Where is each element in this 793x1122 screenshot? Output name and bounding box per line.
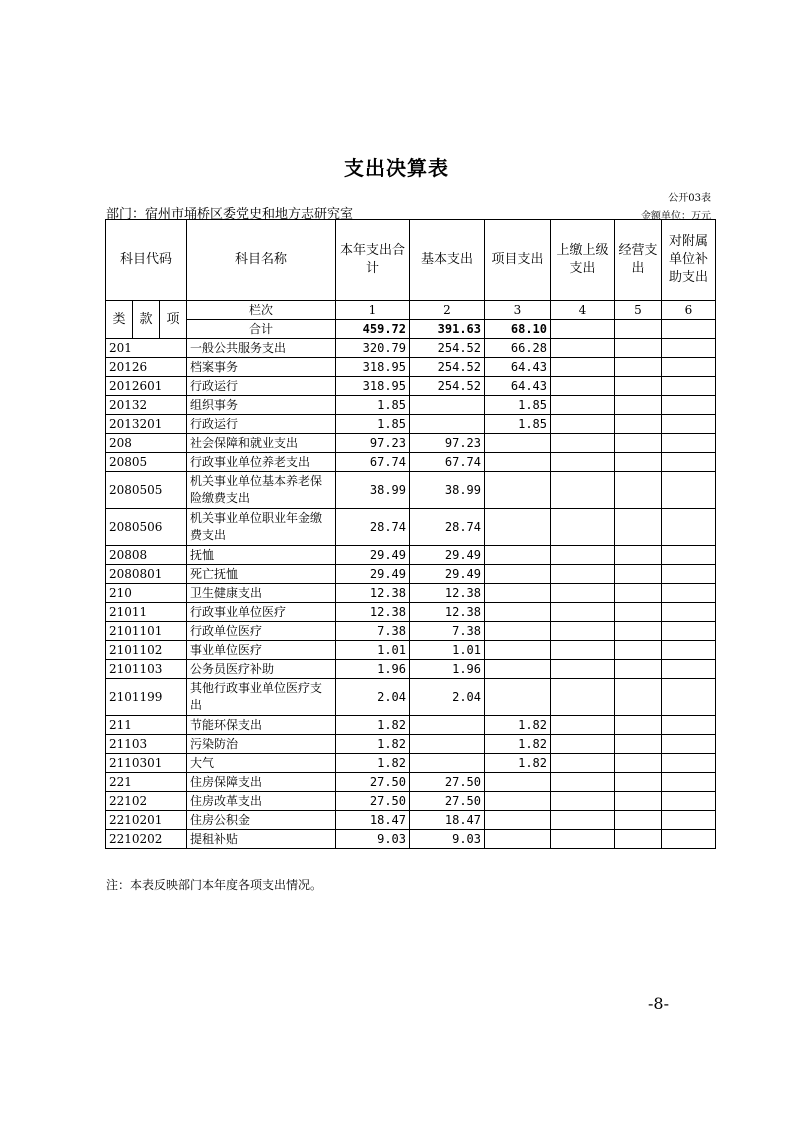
row-name: 污染防治	[187, 735, 336, 754]
row-code: 208	[106, 434, 187, 453]
row-business	[615, 811, 662, 830]
column-index-2: 2	[410, 301, 485, 320]
class-xiang: 项	[160, 301, 187, 339]
row-total: 27.50	[336, 792, 410, 811]
row-project	[485, 453, 551, 472]
row-upper	[551, 377, 615, 396]
row-business	[615, 396, 662, 415]
header-name: 科目名称	[187, 220, 336, 301]
row-upper	[551, 792, 615, 811]
row-business	[615, 565, 662, 584]
row-name: 行政运行	[187, 377, 336, 396]
row-code: 2101102	[106, 641, 187, 660]
row-name: 卫生健康支出	[187, 584, 336, 603]
row-subsidy	[662, 453, 716, 472]
row-project: 1.82	[485, 754, 551, 773]
row-upper	[551, 565, 615, 584]
row-total: 320.79	[336, 339, 410, 358]
row-upper	[551, 811, 615, 830]
column-index-label: 栏次	[187, 301, 336, 320]
row-total: 9.03	[336, 830, 410, 849]
row-business	[615, 830, 662, 849]
row-name: 节能环保支出	[187, 716, 336, 735]
table-note: 注：本表反映部门本年度各项支出情况。	[106, 878, 323, 892]
table-row	[106, 453, 716, 472]
row-subsidy	[662, 603, 716, 622]
class-kuan: 款	[133, 301, 160, 339]
row-subsidy	[662, 830, 716, 849]
row-project: 1.85	[485, 396, 551, 415]
column-index-4: 4	[551, 301, 615, 320]
row-project	[485, 584, 551, 603]
row-project	[485, 773, 551, 792]
row-subsidy	[662, 358, 716, 377]
row-total: 18.47	[336, 811, 410, 830]
row-business	[615, 679, 662, 716]
summary-project: 68.10	[485, 320, 551, 339]
row-business	[615, 415, 662, 434]
row-business	[615, 660, 662, 679]
row-code: 2101103	[106, 660, 187, 679]
row-code: 2210202	[106, 830, 187, 849]
row-basic: 27.50	[410, 792, 485, 811]
row-project	[485, 679, 551, 716]
row-business	[615, 584, 662, 603]
column-index-6: 6	[662, 301, 716, 320]
row-total: 1.82	[336, 754, 410, 773]
row-code: 2080801	[106, 565, 187, 584]
header-upper: 上缴上级支出	[551, 220, 615, 301]
row-basic: 9.03	[410, 830, 485, 849]
row-name: 组织事务	[187, 396, 336, 415]
row-project	[485, 472, 551, 509]
page-title: 支出决算表	[344, 156, 449, 180]
row-basic: 18.47	[410, 811, 485, 830]
row-code: 20126	[106, 358, 187, 377]
row-basic: 12.38	[410, 584, 485, 603]
row-code: 2080505	[106, 472, 187, 509]
row-code: 2101101	[106, 622, 187, 641]
row-project: 1.85	[485, 415, 551, 434]
row-total: 12.38	[336, 584, 410, 603]
row-basic: 1.01	[410, 641, 485, 660]
table-row	[106, 377, 716, 396]
summary-business	[615, 320, 662, 339]
row-name: 其他行政事业单位医疗支出	[187, 679, 336, 716]
row-code: 21011	[106, 603, 187, 622]
row-total: 29.49	[336, 565, 410, 584]
row-code: 2013201	[106, 415, 187, 434]
row-business	[615, 754, 662, 773]
row-upper	[551, 641, 615, 660]
row-basic: 27.50	[410, 773, 485, 792]
summary-basic: 391.63	[410, 320, 485, 339]
row-business	[615, 434, 662, 453]
row-business	[615, 509, 662, 546]
table-row	[106, 565, 716, 584]
row-total: 1.85	[336, 415, 410, 434]
row-total: 29.49	[336, 546, 410, 565]
row-code: 2110301	[106, 754, 187, 773]
row-subsidy	[662, 509, 716, 546]
row-name: 行政运行	[187, 415, 336, 434]
row-business	[615, 546, 662, 565]
row-project	[485, 509, 551, 546]
row-total: 97.23	[336, 434, 410, 453]
row-total: 7.38	[336, 622, 410, 641]
row-subsidy	[662, 584, 716, 603]
row-total: 38.99	[336, 472, 410, 509]
row-code: 221	[106, 773, 187, 792]
row-total: 318.95	[336, 358, 410, 377]
row-subsidy	[662, 735, 716, 754]
summary-subsidy	[662, 320, 716, 339]
row-basic: 67.74	[410, 453, 485, 472]
row-subsidy	[662, 660, 716, 679]
row-upper	[551, 735, 615, 754]
row-project: 1.82	[485, 716, 551, 735]
row-total: 12.38	[336, 603, 410, 622]
row-code: 2210201	[106, 811, 187, 830]
row-subsidy	[662, 565, 716, 584]
row-business	[615, 453, 662, 472]
row-basic: 1.96	[410, 660, 485, 679]
row-name: 大气	[187, 754, 336, 773]
row-subsidy	[662, 773, 716, 792]
page-number: -8-	[648, 994, 669, 1013]
header-row	[106, 220, 716, 301]
row-name: 行政事业单位医疗	[187, 603, 336, 622]
table-row	[106, 603, 716, 622]
row-subsidy	[662, 472, 716, 509]
table-row	[106, 472, 716, 509]
row-upper	[551, 716, 615, 735]
row-subsidy	[662, 415, 716, 434]
row-name: 住房改革支出	[187, 792, 336, 811]
row-project	[485, 565, 551, 584]
table-row	[106, 509, 716, 546]
table-row	[106, 773, 716, 792]
row-name: 行政单位医疗	[187, 622, 336, 641]
form-code: 公开03表	[668, 193, 711, 204]
row-total: 28.74	[336, 509, 410, 546]
header-basic: 基本支出	[410, 220, 485, 301]
row-basic	[410, 716, 485, 735]
row-total: 27.50	[336, 773, 410, 792]
table-row	[106, 792, 716, 811]
table-row	[106, 622, 716, 641]
row-name: 机关事业单位职业年金缴费支出	[187, 509, 336, 546]
row-code: 20132	[106, 396, 187, 415]
row-code: 211	[106, 716, 187, 735]
table-row	[106, 434, 716, 453]
row-basic	[410, 415, 485, 434]
row-basic: 254.52	[410, 339, 485, 358]
row-subsidy	[662, 792, 716, 811]
row-subsidy	[662, 754, 716, 773]
row-basic	[410, 754, 485, 773]
header-business: 经营支出	[615, 220, 662, 301]
row-name: 一般公共服务支出	[187, 339, 336, 358]
row-subsidy	[662, 377, 716, 396]
department-label: 部门：宿州市埇桥区委党史和地方志研究室	[106, 207, 354, 222]
table-row	[106, 679, 716, 716]
row-code: 20808	[106, 546, 187, 565]
row-total: 1.82	[336, 735, 410, 754]
row-upper	[551, 754, 615, 773]
row-name: 档案事务	[187, 358, 336, 377]
row-basic: 29.49	[410, 546, 485, 565]
table-row	[106, 546, 716, 565]
table-row	[106, 396, 716, 415]
row-business	[615, 792, 662, 811]
row-subsidy	[662, 434, 716, 453]
row-basic	[410, 735, 485, 754]
row-name: 公务员医疗补助	[187, 660, 336, 679]
row-basic: 29.49	[410, 565, 485, 584]
column-index-1: 1	[336, 301, 410, 320]
table-row	[106, 754, 716, 773]
row-project: 1.82	[485, 735, 551, 754]
row-upper	[551, 679, 615, 716]
table-row	[106, 641, 716, 660]
row-project	[485, 546, 551, 565]
class-lei: 类	[106, 301, 133, 339]
row-subsidy	[662, 716, 716, 735]
row-upper	[551, 453, 615, 472]
row-name: 机关事业单位基本养老保险缴费支出	[187, 472, 336, 509]
row-name: 提租补贴	[187, 830, 336, 849]
row-business	[615, 472, 662, 509]
row-upper	[551, 415, 615, 434]
row-project	[485, 660, 551, 679]
row-upper	[551, 660, 615, 679]
row-name: 住房保障支出	[187, 773, 336, 792]
row-upper	[551, 396, 615, 415]
row-project: 64.43	[485, 358, 551, 377]
summary-label: 合计	[187, 320, 336, 339]
row-upper	[551, 622, 615, 641]
row-subsidy	[662, 339, 716, 358]
row-upper	[551, 472, 615, 509]
row-project	[485, 811, 551, 830]
table-row	[106, 830, 716, 849]
row-code: 2080506	[106, 509, 187, 546]
row-business	[615, 358, 662, 377]
column-index-3: 3	[485, 301, 551, 320]
row-basic: 254.52	[410, 358, 485, 377]
header-subsidy: 对附属单位补助支出	[662, 220, 716, 301]
table-row	[106, 735, 716, 754]
table-row	[106, 716, 716, 735]
row-basic: 38.99	[410, 472, 485, 509]
summary-row	[106, 320, 716, 339]
row-basic: 2.04	[410, 679, 485, 716]
row-total: 2.04	[336, 679, 410, 716]
table-row	[106, 811, 716, 830]
row-business	[615, 377, 662, 396]
row-basic: 97.23	[410, 434, 485, 453]
row-code: 2101199	[106, 679, 187, 716]
row-code: 21103	[106, 735, 187, 754]
row-code: 20805	[106, 453, 187, 472]
table-row	[106, 660, 716, 679]
row-upper	[551, 509, 615, 546]
header-total: 本年支出合计	[336, 220, 410, 301]
row-project	[485, 830, 551, 849]
row-code: 210	[106, 584, 187, 603]
row-name: 事业单位医疗	[187, 641, 336, 660]
row-basic: 28.74	[410, 509, 485, 546]
table-row	[106, 339, 716, 358]
row-name: 抚恤	[187, 546, 336, 565]
row-subsidy	[662, 622, 716, 641]
row-total: 318.95	[336, 377, 410, 396]
expenditure-table	[105, 219, 716, 849]
row-total: 1.01	[336, 641, 410, 660]
row-subsidy	[662, 679, 716, 716]
row-business	[615, 641, 662, 660]
row-basic: 7.38	[410, 622, 485, 641]
row-upper	[551, 358, 615, 377]
row-basic: 12.38	[410, 603, 485, 622]
row-business	[615, 339, 662, 358]
column-index-row	[106, 301, 716, 320]
row-project: 66.28	[485, 339, 551, 358]
header-project: 项目支出	[485, 220, 551, 301]
row-code: 22102	[106, 792, 187, 811]
row-business	[615, 773, 662, 792]
row-project	[485, 641, 551, 660]
row-name: 死亡抚恤	[187, 565, 336, 584]
row-upper	[551, 339, 615, 358]
row-subsidy	[662, 396, 716, 415]
row-project	[485, 792, 551, 811]
row-subsidy	[662, 546, 716, 565]
row-subsidy	[662, 641, 716, 660]
row-business	[615, 622, 662, 641]
header-code: 科目代码	[106, 220, 187, 301]
row-business	[615, 716, 662, 735]
row-total: 1.82	[336, 716, 410, 735]
row-basic	[410, 396, 485, 415]
table-row	[106, 415, 716, 434]
summary-total: 459.72	[336, 320, 410, 339]
row-upper	[551, 584, 615, 603]
row-name: 社会保障和就业支出	[187, 434, 336, 453]
row-business	[615, 603, 662, 622]
row-project: 64.43	[485, 377, 551, 396]
row-name: 行政事业单位养老支出	[187, 453, 336, 472]
row-project	[485, 622, 551, 641]
row-upper	[551, 773, 615, 792]
table-row	[106, 584, 716, 603]
row-project	[485, 434, 551, 453]
row-upper	[551, 546, 615, 565]
row-business	[615, 735, 662, 754]
row-total: 1.85	[336, 396, 410, 415]
row-name: 住房公积金	[187, 811, 336, 830]
table-row	[106, 358, 716, 377]
column-index-5: 5	[615, 301, 662, 320]
summary-upper	[551, 320, 615, 339]
row-total: 1.96	[336, 660, 410, 679]
row-subsidy	[662, 811, 716, 830]
amount-unit: 金额单位：万元	[641, 211, 711, 222]
row-upper	[551, 603, 615, 622]
row-upper	[551, 830, 615, 849]
row-code: 201	[106, 339, 187, 358]
row-upper	[551, 434, 615, 453]
row-code: 2012601	[106, 377, 187, 396]
row-basic: 254.52	[410, 377, 485, 396]
row-total: 67.74	[336, 453, 410, 472]
row-project	[485, 603, 551, 622]
